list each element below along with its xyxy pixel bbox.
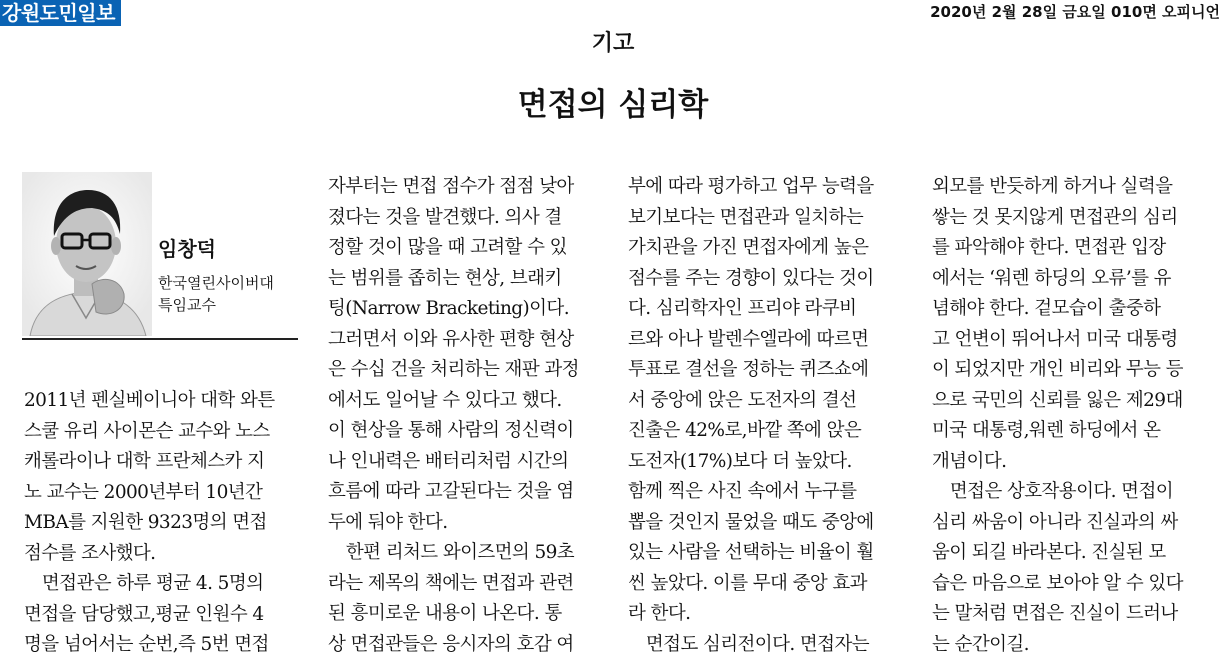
article-column-3 — [628, 172, 912, 660]
author-title-line: 한국열린사이버대 — [158, 274, 274, 292]
author-byline — [22, 162, 298, 340]
dateline: 2020년 2월 28일 금요일 010면 오피니언 — [930, 3, 1220, 21]
article-line: 나 인내력은 배터리처럼 시간의 — [328, 450, 569, 472]
article-line: 투표로 결선을 정하는 퀴즈쇼에 — [628, 359, 869, 380]
newspaper-logo: 강원도민일보 — [0, 0, 121, 26]
article-line: 이 현상을 통해 사람의 정신력이 — [328, 420, 574, 441]
article-line: MBA를 지원한 9323명의 면접 — [24, 512, 267, 533]
article-line: 습은 마음으로 보아야 알 수 있다 — [932, 572, 1183, 594]
article-line: 를 파악해야 한다. 면접관 입장 — [932, 237, 1166, 258]
article-line: 념해야 한다. 겉모습이 출중하 — [932, 298, 1161, 319]
article-line: 라는 제목의 책에는 면접과 관련 — [328, 572, 574, 594]
article-line: 는 순간이길. — [932, 633, 1029, 655]
author-title — [158, 272, 298, 316]
article-line: 부에 따라 평가하고 업무 능력을 — [628, 176, 874, 197]
article-column-2 — [328, 172, 612, 660]
article-line: 보기보다는 면접관과 일치하는 — [628, 206, 864, 228]
article-line: 씬 높았다. 이를 무대 중앙 효과 — [628, 572, 867, 594]
article-line: 명을 넘어서는 순번,즉 5번 면접 — [24, 634, 269, 655]
article-line: 에서도 일어날 수 있다고 했다. — [328, 389, 562, 411]
article-line: 르와 아나 발렌수엘라에 따르면 — [628, 328, 869, 350]
article-line: 에서는 ‘워렌 하딩의 오류’를 유 — [932, 267, 1171, 289]
article-line: 라 한다. — [628, 603, 691, 624]
article-line: 졌다는 것을 발견했다. 의사 결 — [328, 206, 562, 228]
article-line: 흐름에 따라 고갈된다는 것을 염 — [328, 481, 574, 502]
article-line: 고 언변이 뛰어나서 미국 대통령 — [932, 328, 1178, 350]
article-line: 함께 찍은 사진 속에서 누구를 — [628, 481, 857, 502]
article-line: 2011년 펜실베이니아 대학 와튼 — [24, 390, 275, 411]
article-line: 도전자(17%)보다 더 높았다. — [628, 450, 852, 472]
article-line: 진출은 42%로,바깥 쪽에 앉은 — [628, 420, 862, 441]
article-line: 자부터는 면접 점수가 점점 낮아 — [328, 176, 574, 197]
article-line: 정할 것이 많을 때 고려할 수 있 — [328, 237, 567, 258]
article-line: 그러면서 이와 유사한 편향 현상 — [328, 328, 574, 350]
author-name: 임창덕 — [158, 237, 216, 261]
article-line: 쌓는 것 못지않게 면접관의 심리 — [932, 206, 1178, 228]
article-line: 있는 사람을 선택하는 비율이 훨 — [628, 542, 874, 563]
article-line: 면접은 상호작용이다. 면접이 — [932, 481, 1173, 502]
article-line: 캐롤라이나 대학 프란체스카 지 — [24, 451, 265, 472]
article-line: 움이 되길 바라본다. 진실된 모 — [932, 542, 1166, 563]
article-column-4 — [932, 172, 1216, 660]
article-line: 노 교수는 2000년부터 10년간 — [24, 481, 263, 503]
article-line: 다. 심리학자인 프리야 라쿠비 — [628, 298, 857, 319]
article-line: 된 흥미로운 내용이 나온다. 통 — [328, 603, 562, 624]
article-line: 으로 국민의 신뢰를 잃은 제29대 — [932, 389, 1183, 411]
article-line: 이 되었지만 개인 비리와 무능 등 — [932, 359, 1183, 380]
article-line: 뽑을 것인지 물었을 때도 중앙에 — [628, 511, 874, 533]
author-photo — [22, 172, 152, 336]
article-line: 팅(Narrow Bracketing)이다. — [328, 298, 569, 319]
article-line: 외모를 반듯하게 하거나 실력을 — [932, 176, 1173, 197]
article-line: 면접도 심리전이다. 면접자는 — [628, 633, 869, 655]
article-line: 서 중앙에 앉은 도전자의 결선 — [628, 389, 857, 411]
section-label: 기고 — [591, 31, 635, 56]
article-line: 심리 싸움이 아니라 진실과의 싸 — [932, 511, 1178, 533]
author-title-line: 특임교수 — [158, 296, 216, 314]
article-line: 스쿨 유리 사이몬슨 교수와 노스 — [24, 420, 270, 442]
article-line: 두에 둬야 한다. — [328, 511, 448, 533]
headline: 면접의 심리학 — [517, 87, 709, 123]
article-line: 미국 대통령,워렌 하딩에서 온 — [932, 420, 1161, 441]
article-line: 가치관을 가진 면접자에게 높은 — [628, 237, 869, 258]
article-line: 점수를 주는 경향이 있다는 것이 — [628, 267, 874, 289]
article-line: 점수를 조사했다. — [24, 542, 156, 564]
article-line: 한편 리처드 와이즈먼의 59초 — [328, 542, 575, 563]
article-line: 면접관은 하루 평균 4. 5명의 — [24, 573, 264, 594]
article-line: 면접을 담당했고,평균 인원수 4 — [24, 603, 264, 625]
article-line: 는 범위를 좁히는 현상, 브래키 — [328, 267, 562, 289]
article-line: 개념이다. — [932, 450, 1007, 472]
article-line: 상 면접관들은 응시자의 호감 여 — [328, 633, 574, 655]
article-line: 은 수십 건을 처리하는 재판 과정 — [328, 359, 579, 380]
article-column-1 — [24, 386, 308, 661]
article-line: 는 말처럼 면접은 진실이 드러나 — [932, 603, 1178, 624]
